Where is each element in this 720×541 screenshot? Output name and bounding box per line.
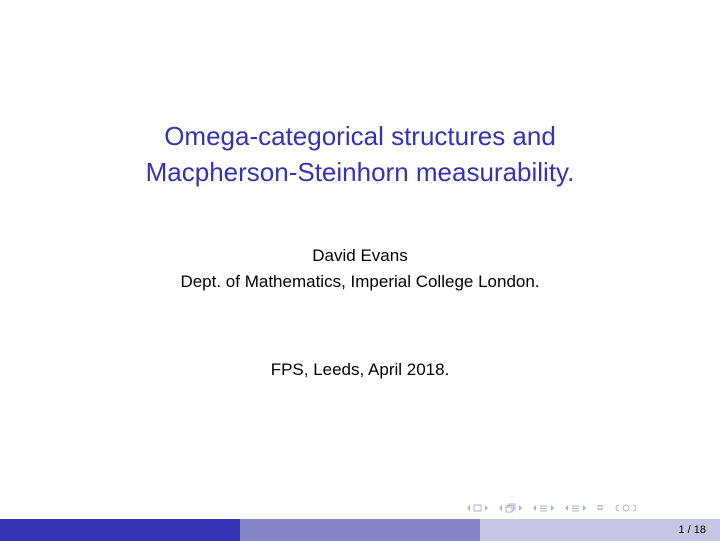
doc-nav-group: [564, 504, 587, 513]
author-affiliation: Dept. of Mathematics, Imperial College London.: [180, 272, 540, 291]
frame-next-icon[interactable]: [484, 504, 489, 512]
subsection-next-icon[interactable]: [518, 504, 523, 512]
frame-prev-icon[interactable]: [466, 504, 471, 512]
slide-title: [0, 118, 720, 190]
beamer-navigation-bar: [466, 501, 639, 515]
subsection-icon[interactable]: [505, 503, 516, 513]
title-line-1: Omega-categorical structures and: [164, 121, 556, 151]
footer-segment-middle: [240, 519, 480, 541]
subsection-prev-icon[interactable]: [498, 504, 503, 512]
section-prev-icon[interactable]: [532, 504, 537, 512]
section-icon[interactable]: [539, 504, 548, 513]
title-line-2: Macpherson-Steinhorn measurability.: [145, 157, 575, 187]
footer-bar: [0, 519, 720, 541]
doc-icon[interactable]: [571, 504, 580, 513]
author-block: [0, 243, 720, 295]
footer-segment-right: [480, 519, 720, 541]
footer-segment-left: [0, 519, 240, 541]
frame-nav-group: [466, 504, 489, 512]
frame-icon[interactable]: [473, 504, 482, 512]
doc-next-icon[interactable]: [582, 504, 587, 512]
doc-prev-icon[interactable]: [564, 504, 569, 512]
section-next-icon[interactable]: [550, 504, 555, 512]
page-number: 1 / 18: [678, 524, 706, 536]
section-nav-group: [532, 504, 555, 513]
search-icon[interactable]: [613, 503, 639, 513]
subsection-nav-group: [498, 503, 523, 513]
author-name: David Evans: [312, 246, 408, 265]
venue-date: FPS, Leeds, April 2018.: [270, 360, 450, 379]
align-icon[interactable]: [596, 504, 604, 513]
